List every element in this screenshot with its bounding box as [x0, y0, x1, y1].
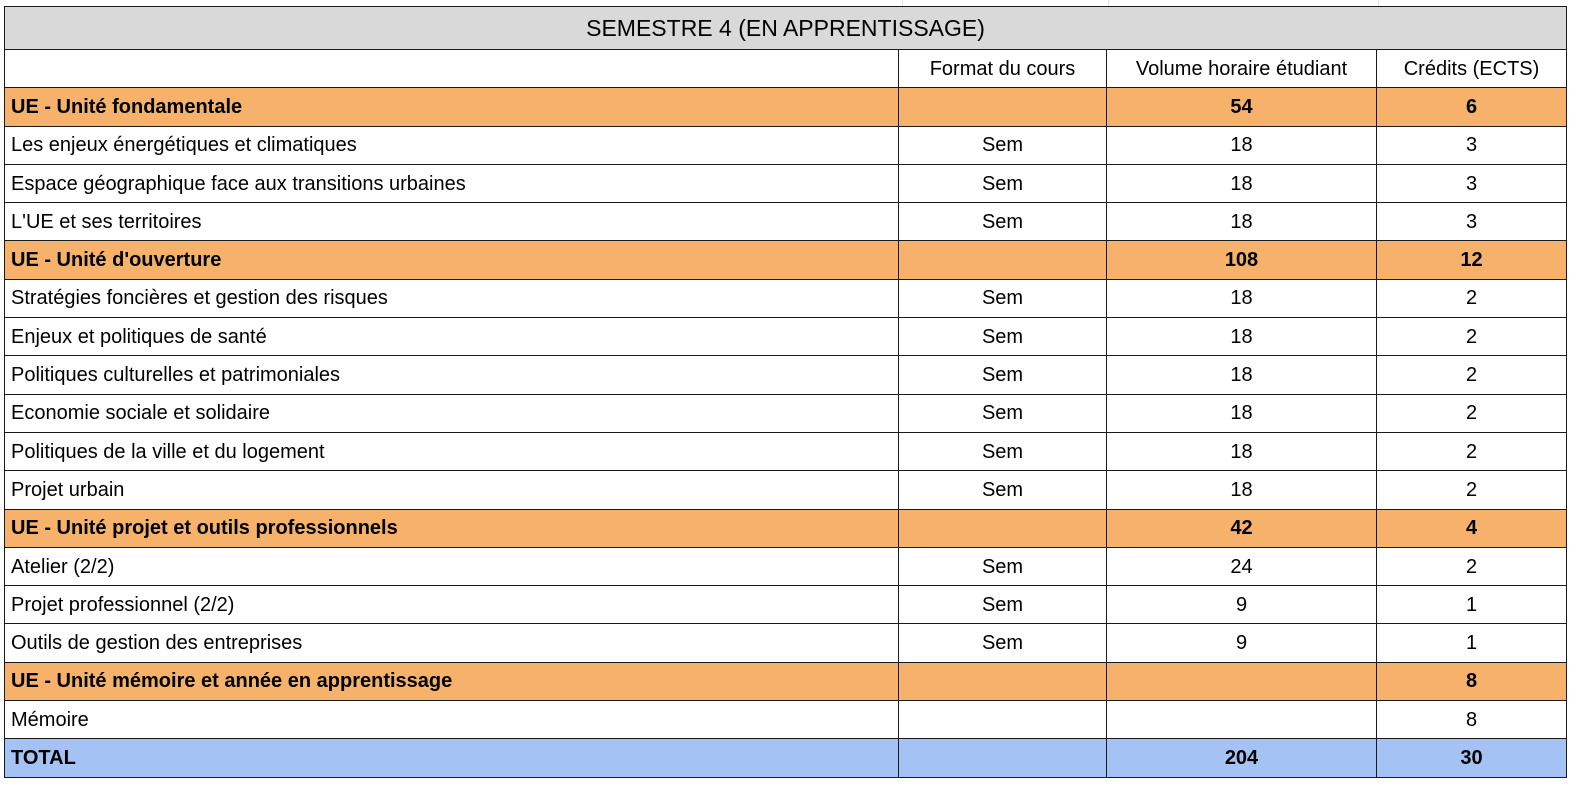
cell-volume[interactable]: 18: [1107, 164, 1377, 202]
course-row: [5, 164, 1567, 202]
cell-name[interactable]: Economie sociale et solidaire: [5, 394, 899, 432]
header-cell-volume[interactable]: Volume horaire étudiant: [1107, 50, 1377, 88]
header-cell-credits[interactable]: Crédits (ECTS): [1377, 50, 1567, 88]
cell-name[interactable]: Espace géographique face aux transitions urbaines: [5, 164, 899, 202]
ue-section-row: [5, 88, 1567, 126]
course-row: [5, 356, 1567, 394]
cell-volume[interactable]: 18: [1107, 279, 1377, 317]
cell-volume[interactable]: 204: [1107, 739, 1377, 777]
cell-volume[interactable]: 18: [1107, 356, 1377, 394]
cell-format[interactable]: Sem: [899, 432, 1107, 470]
cell-volume[interactable]: 18: [1107, 318, 1377, 356]
course-row: [5, 394, 1567, 432]
cell-credits[interactable]: 3: [1377, 126, 1567, 164]
cell-volume[interactable]: [1107, 701, 1377, 739]
cell-format[interactable]: Sem: [899, 624, 1107, 662]
course-row: [5, 432, 1567, 470]
cell-format[interactable]: Sem: [899, 203, 1107, 241]
cell-credits[interactable]: 1: [1377, 624, 1567, 662]
cell-format[interactable]: Sem: [899, 547, 1107, 585]
cell-format[interactable]: [899, 701, 1107, 739]
cell-format[interactable]: Sem: [899, 279, 1107, 317]
cell-volume[interactable]: 9: [1107, 624, 1377, 662]
cell-name[interactable]: Politiques de la ville et du logement: [5, 432, 899, 470]
cell-format[interactable]: [899, 662, 1107, 700]
course-row: [5, 126, 1567, 164]
cell-volume[interactable]: [1107, 662, 1377, 700]
cell-name[interactable]: TOTAL: [5, 739, 899, 777]
cell-name[interactable]: UE - Unité projet et outils professionnels: [5, 509, 899, 547]
ue-section-row: [5, 241, 1567, 279]
cell-credits[interactable]: 2: [1377, 432, 1567, 470]
cell-credits[interactable]: 30: [1377, 739, 1567, 777]
cell-name[interactable]: Politiques culturelles et patrimoniales: [5, 356, 899, 394]
header-row: [5, 50, 1567, 88]
cell-name[interactable]: Les enjeux énergétiques et climatiques: [5, 126, 899, 164]
course-row: [5, 203, 1567, 241]
cell-name[interactable]: Outils de gestion des entreprises: [5, 624, 899, 662]
cell-volume[interactable]: 18: [1107, 432, 1377, 470]
header-cell-name[interactable]: [5, 50, 899, 88]
course-row: [5, 701, 1567, 739]
cell-name[interactable]: Projet urbain: [5, 471, 899, 509]
semester-table: [4, 6, 1567, 778]
course-row: [5, 624, 1567, 662]
cell-credits[interactable]: 2: [1377, 394, 1567, 432]
cell-format[interactable]: [899, 739, 1107, 777]
cell-credits[interactable]: 12: [1377, 241, 1567, 279]
cell-volume[interactable]: 18: [1107, 203, 1377, 241]
cell-credits[interactable]: 2: [1377, 356, 1567, 394]
cell-credits[interactable]: 1: [1377, 586, 1567, 624]
cell-credits[interactable]: 3: [1377, 164, 1567, 202]
cell-format[interactable]: [899, 241, 1107, 279]
ue-section-row: [5, 509, 1567, 547]
cell-name[interactable]: Atelier (2/2): [5, 547, 899, 585]
cell-volume[interactable]: 9: [1107, 586, 1377, 624]
table-body: [5, 7, 1567, 778]
cell-credits[interactable]: 4: [1377, 509, 1567, 547]
course-row: [5, 586, 1567, 624]
cell-format[interactable]: [899, 509, 1107, 547]
header-cell-format[interactable]: Format du cours: [899, 50, 1107, 88]
cell-volume[interactable]: 108: [1107, 241, 1377, 279]
cell-name[interactable]: Stratégies foncières et gestion des risques: [5, 279, 899, 317]
cell-volume[interactable]: 24: [1107, 547, 1377, 585]
cell-volume[interactable]: 54: [1107, 88, 1377, 126]
cell-name[interactable]: Enjeux et politiques de santé: [5, 318, 899, 356]
cell-credits[interactable]: 8: [1377, 662, 1567, 700]
cell-name[interactable]: UE - Unité d'ouverture: [5, 241, 899, 279]
cell-volume[interactable]: 18: [1107, 471, 1377, 509]
cell-name[interactable]: UE - Unité mémoire et année en apprentissage: [5, 662, 899, 700]
cell-format[interactable]: Sem: [899, 356, 1107, 394]
total-row: [5, 739, 1567, 777]
cell-format[interactable]: Sem: [899, 586, 1107, 624]
ue-section-row: [5, 662, 1567, 700]
cell-credits[interactable]: 2: [1377, 547, 1567, 585]
course-row: [5, 279, 1567, 317]
cell-credits[interactable]: 8: [1377, 701, 1567, 739]
cell-volume[interactable]: 18: [1107, 394, 1377, 432]
cell-volume[interactable]: 18: [1107, 126, 1377, 164]
cell-format[interactable]: Sem: [899, 126, 1107, 164]
course-row: [5, 318, 1567, 356]
cell-name[interactable]: Mémoire: [5, 701, 899, 739]
semester-title[interactable]: SEMESTRE 4 (EN APPRENTISSAGE): [5, 7, 1567, 50]
title-row: [5, 7, 1567, 50]
course-row: [5, 471, 1567, 509]
cell-credits[interactable]: 6: [1377, 88, 1567, 126]
course-row: [5, 547, 1567, 585]
cell-credits[interactable]: 2: [1377, 318, 1567, 356]
cell-credits[interactable]: 3: [1377, 203, 1567, 241]
cell-format[interactable]: Sem: [899, 394, 1107, 432]
cell-format[interactable]: Sem: [899, 164, 1107, 202]
cell-volume[interactable]: 42: [1107, 509, 1377, 547]
cell-format[interactable]: Sem: [899, 318, 1107, 356]
cell-format[interactable]: Sem: [899, 471, 1107, 509]
cell-name[interactable]: UE - Unité fondamentale: [5, 88, 899, 126]
cell-name[interactable]: Projet professionnel (2/2): [5, 586, 899, 624]
cell-credits[interactable]: 2: [1377, 471, 1567, 509]
cell-name[interactable]: L'UE et ses territoires: [5, 203, 899, 241]
cell-format[interactable]: [899, 88, 1107, 126]
cell-credits[interactable]: 2: [1377, 279, 1567, 317]
